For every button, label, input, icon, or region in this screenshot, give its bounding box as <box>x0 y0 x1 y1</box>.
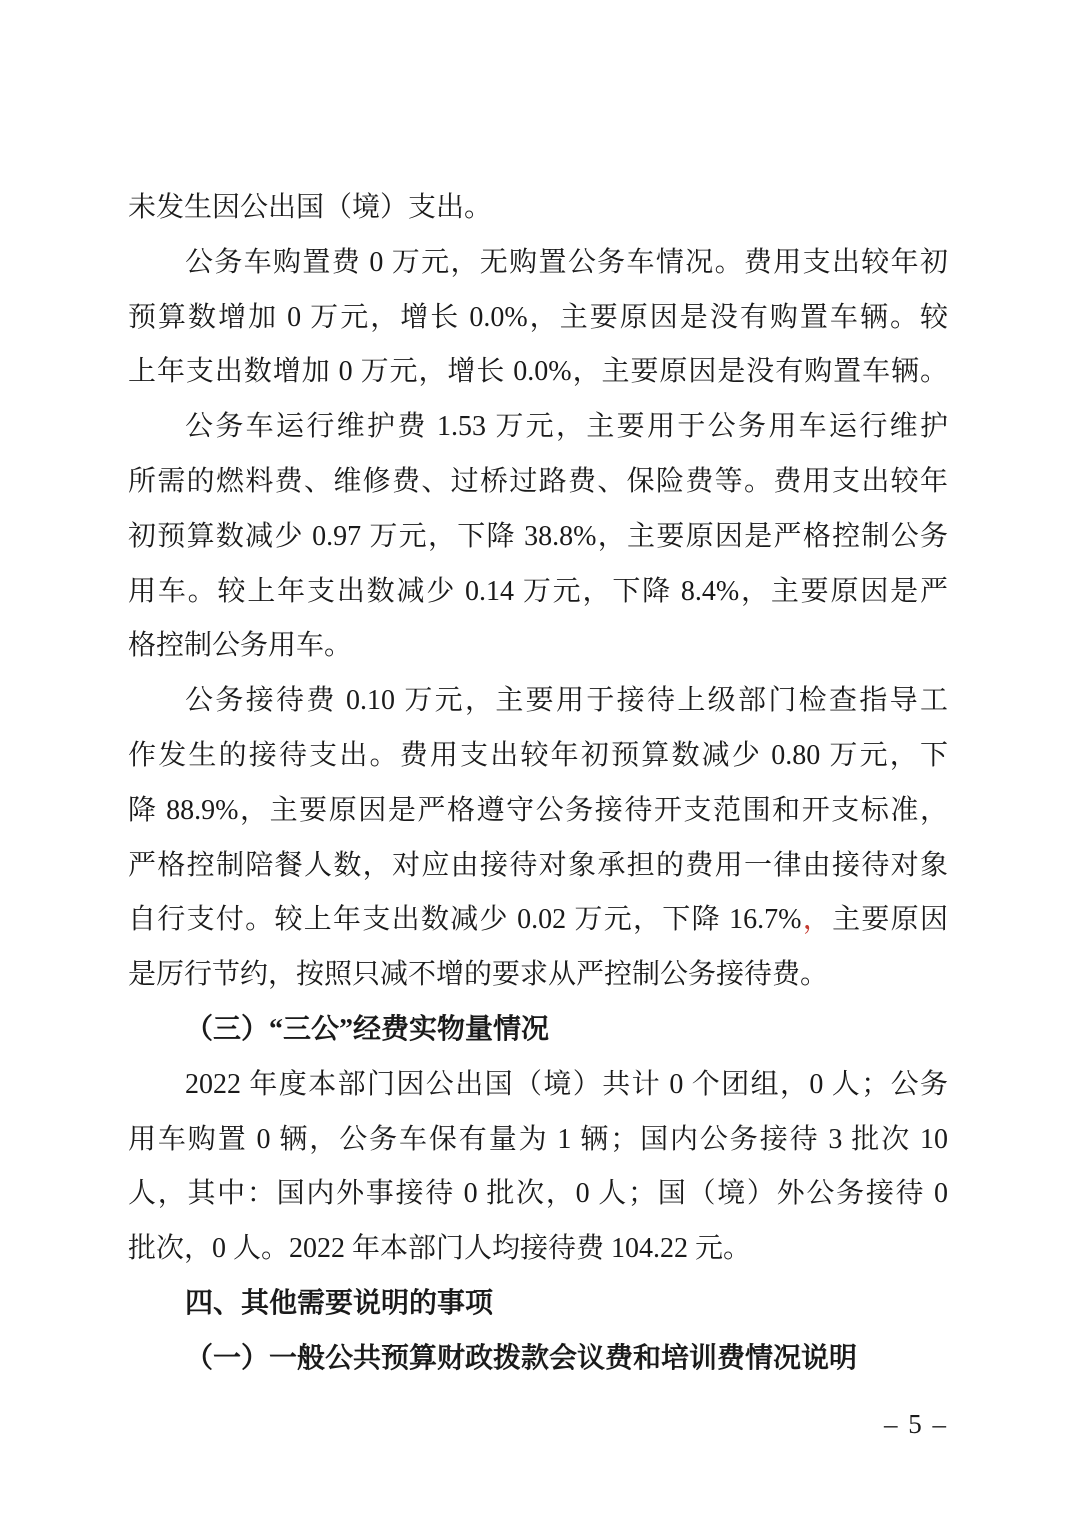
body-text-line: 所需的燃料费、维修费、过桥过路费、保险费等。费用支出较年 <box>128 465 948 497</box>
paragraph-continuation-line: 未发生因公出国（境）支出。 <box>128 192 493 223</box>
body-text-line: 批次，0 人。2022 年本部门人均接待费 104.22 元。 <box>128 1233 752 1265</box>
body-text-line: 公务接待费 0.10 万元，主要用于接待上级部门检查指导工 <box>185 685 948 717</box>
body-text-line: 用车。较上年支出数减少 0.14 万元，下降 8.4%，主要原因是严 <box>128 575 948 607</box>
body-text-segment: 主要原因 <box>832 904 948 936</box>
body-text-line: 是厉行节约，按照只减不增的要求从严控制公务接待费。 <box>128 959 829 991</box>
section-heading-4: 四、其他需要说明的事项 <box>185 1287 494 1319</box>
page-number: – 5 – <box>884 1409 948 1439</box>
body-text-line: 预算数增加 0 万元，增长 0.0%，主要原因是没有购置车辆。较 <box>128 301 948 333</box>
body-text-line: 初预算数减少 0.97 万元，下降 38.8%，主要原因是严格控制公务 <box>128 520 948 552</box>
body-text-line-with-red-comma <box>128 893 948 948</box>
subsection-heading-4-1: （一）一般公共预算财政拨款会议费和培训费情况说明 <box>185 1342 858 1374</box>
body-text-line: 降 88.9%，主要原因是严格遵守公务接待开支范围和开支标准， <box>128 794 948 826</box>
subsection-heading-3: （三）“三公”经费实物量情况 <box>185 1013 550 1045</box>
body-text-segment: 自行支付。较上年支出数减少 0.02 万元，下降 16.7% <box>128 904 802 936</box>
body-text-line: 用车购置 0 辆，公务车保有量为 1 辆；国内公务接待 3 批次 10 <box>128 1123 948 1155</box>
body-text-line: 公务车购置费 0 万元，无购置公务车情况。费用支出较年初 <box>185 246 948 278</box>
document-body <box>128 181 948 1387</box>
body-text-line: 人，其中：国内外事接待 0 批次，0 人；国（境）外公务接待 0 <box>128 1178 948 1210</box>
body-text-line: 格控制公务用车。 <box>128 630 353 662</box>
body-text-line: 作发生的接待支出。费用支出较年初预算数减少 0.80 万元，下 <box>128 739 948 771</box>
red-comma: ， <box>801 904 833 936</box>
body-text-line: 公务车运行维护费 1.53 万元，主要用于公务用车运行维护 <box>185 411 948 443</box>
body-text-line: 2022 年度本部门因公出国（境）共计 0 个团组，0 人；公务 <box>185 1068 948 1100</box>
body-text-line: 上年支出数增加 0 万元，增长 0.0%，主要原因是没有购置车辆。 <box>128 356 948 388</box>
body-text-line: 严格控制陪餐人数，对应由接待对象承担的费用一律由接待对象 <box>128 849 948 881</box>
